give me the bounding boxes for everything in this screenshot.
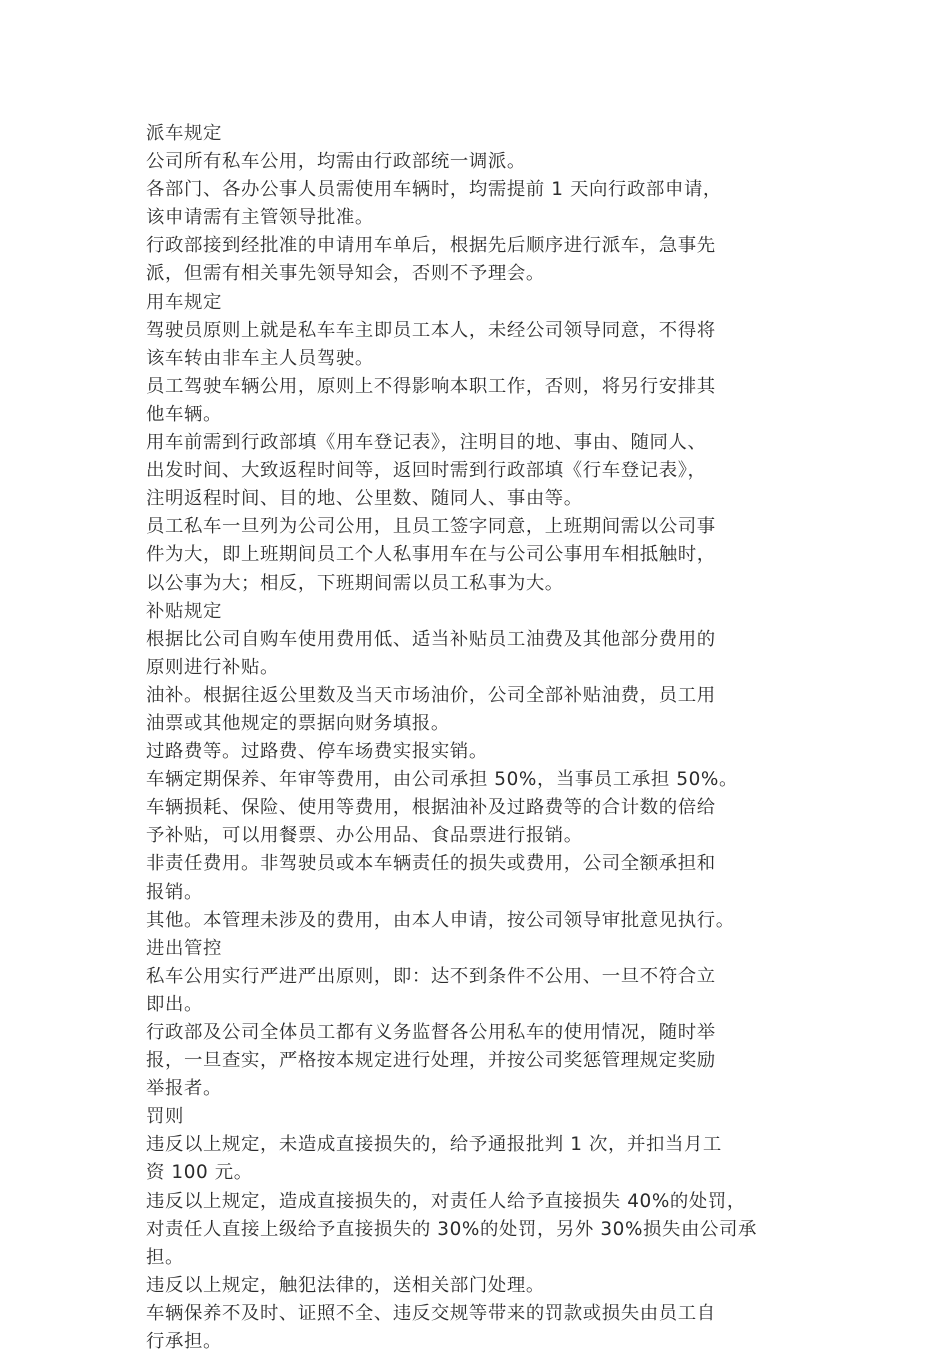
paragraph-line: 车辆保养不及时、证照不全、违反交规等带来的罚款或损失由员工自 xyxy=(146,1302,716,1324)
paragraph-continuation-line: 报销。 xyxy=(146,881,203,903)
paragraph-continuation-line: 出发时间、大致返程时间等，返回时需到行政部填《行车登记表》， xyxy=(146,460,707,482)
paragraph-line: 私车公用实行严进严出原则，即：达不到条件不公用、一旦不符合立 xyxy=(146,965,716,987)
paragraph-continuation-line: 该车转由非车主人员驾驶。 xyxy=(146,347,374,369)
paragraph-continuation-line: 担。 xyxy=(146,1246,184,1268)
section-heading: 派车规定 xyxy=(146,123,222,144)
paragraph-line: 用车前需到行政部填《用车登记表》，注明目的地、事由、随同人、 xyxy=(146,432,707,454)
paragraph-continuation-line: 报，一旦查实，严格按本规定进行处理，并按公司奖惩管理规定奖励 xyxy=(146,1050,716,1072)
section-heading: 进出管控 xyxy=(146,937,222,959)
paragraph-line: 行政部及公司全体员工都有义务监督各公用私车的使用情况，随时举 xyxy=(146,1022,716,1043)
paragraph-line: 公司所有私车公用，均需由行政部统一调派。 xyxy=(146,151,526,173)
paragraph-continuation-line: 对责任人直接上级给予直接损失的 30%的处罚，另外 30%损失由公司承 xyxy=(146,1218,757,1240)
document-body xyxy=(146,120,806,1356)
paragraph-line: 根据比公司自购车使用费用低、适当补贴员工油费及其他部分费用的 xyxy=(146,628,716,650)
paragraph-line: 违反以上规定，造成直接损失的，对责任人给予直接损失 40%的处罚， xyxy=(146,1190,746,1212)
paragraph-line: 车辆损耗、保险、使用等费用，根据油补及过路费等的合计数的倍给 xyxy=(146,797,716,819)
paragraph-line: 车辆定期保养、年审等费用，由公司承担 50%，当事员工承担 50%。 xyxy=(146,769,739,791)
paragraph-continuation-line: 以公事为大；相反，下班期间需以员工私事为大。 xyxy=(146,572,564,594)
paragraph-line: 员工私车一旦列为公司公用，且员工签字同意，上班期间需以公司事 xyxy=(146,516,716,538)
paragraph-line: 违反以上规定，触犯法律的，送相关部门处理。 xyxy=(146,1274,545,1296)
paragraph-continuation-line: 予补贴，可以用餐票、办公用品、食品票进行报销。 xyxy=(146,825,583,847)
paragraph-line: 过路费等。过路费、停车场费实报实销。 xyxy=(146,741,488,763)
paragraph-continuation-line: 该申请需有主管领导批准。 xyxy=(146,207,374,229)
paragraph-line: 油补。根据往返公里数及当天市场油价，公司全部补贴油费，员工用 xyxy=(146,684,716,706)
paragraph-line: 非责任费用。非驾驶员或本车辆责任的损失或费用，公司全额承担和 xyxy=(146,853,716,875)
paragraph-continuation-line: 原则进行补贴。 xyxy=(146,656,279,678)
paragraph-continuation-line: 派，但需有相关事先领导知会，否则不予理会。 xyxy=(146,263,545,285)
paragraph-continuation-line: 举报者。 xyxy=(146,1078,222,1100)
paragraph-continuation-line: 注明返程时间、目的地、公里数、随同人、事由等。 xyxy=(146,488,583,510)
paragraph-line: 其他。本管理未涉及的费用，由本人申请，按公司领导审批意见执行。 xyxy=(146,909,735,931)
paragraph-continuation-line: 油票或其他规定的票据向财务填报。 xyxy=(146,712,450,734)
section-heading: 补贴规定 xyxy=(146,600,222,622)
paragraph-continuation-line: 他车辆。 xyxy=(146,403,222,425)
paragraph-line: 各部门、各办公事人员需使用车辆时，均需提前 1 天向行政部申请， xyxy=(146,179,722,201)
paragraph-line: 员工驾驶车辆公用，原则上不得影响本职工作，否则，将另行安排其 xyxy=(146,375,716,397)
paragraph-line: 违反以上规定，未造成直接损失的，给予通报批判 1 次，并扣当月工 xyxy=(146,1134,722,1156)
section-heading: 用车规定 xyxy=(146,291,222,313)
section-heading: 罚则 xyxy=(146,1106,184,1128)
paragraph-line: 驾驶员原则上就是私车车主即员工本人，未经公司领导同意，不得将 xyxy=(146,319,716,341)
paragraph-line: 行政部接到经批准的申请用车单后，根据先后顺序进行派车，急事先 xyxy=(146,235,716,257)
paragraph-continuation-line: 件为大，即上班期间员工个人私事用车在与公司公事用车相抵触时， xyxy=(146,544,716,566)
paragraph-continuation-line: 资 100 元。 xyxy=(146,1162,253,1184)
paragraph-continuation-line: 行承担。 xyxy=(146,1331,222,1353)
paragraph-continuation-line: 即出。 xyxy=(146,993,203,1015)
